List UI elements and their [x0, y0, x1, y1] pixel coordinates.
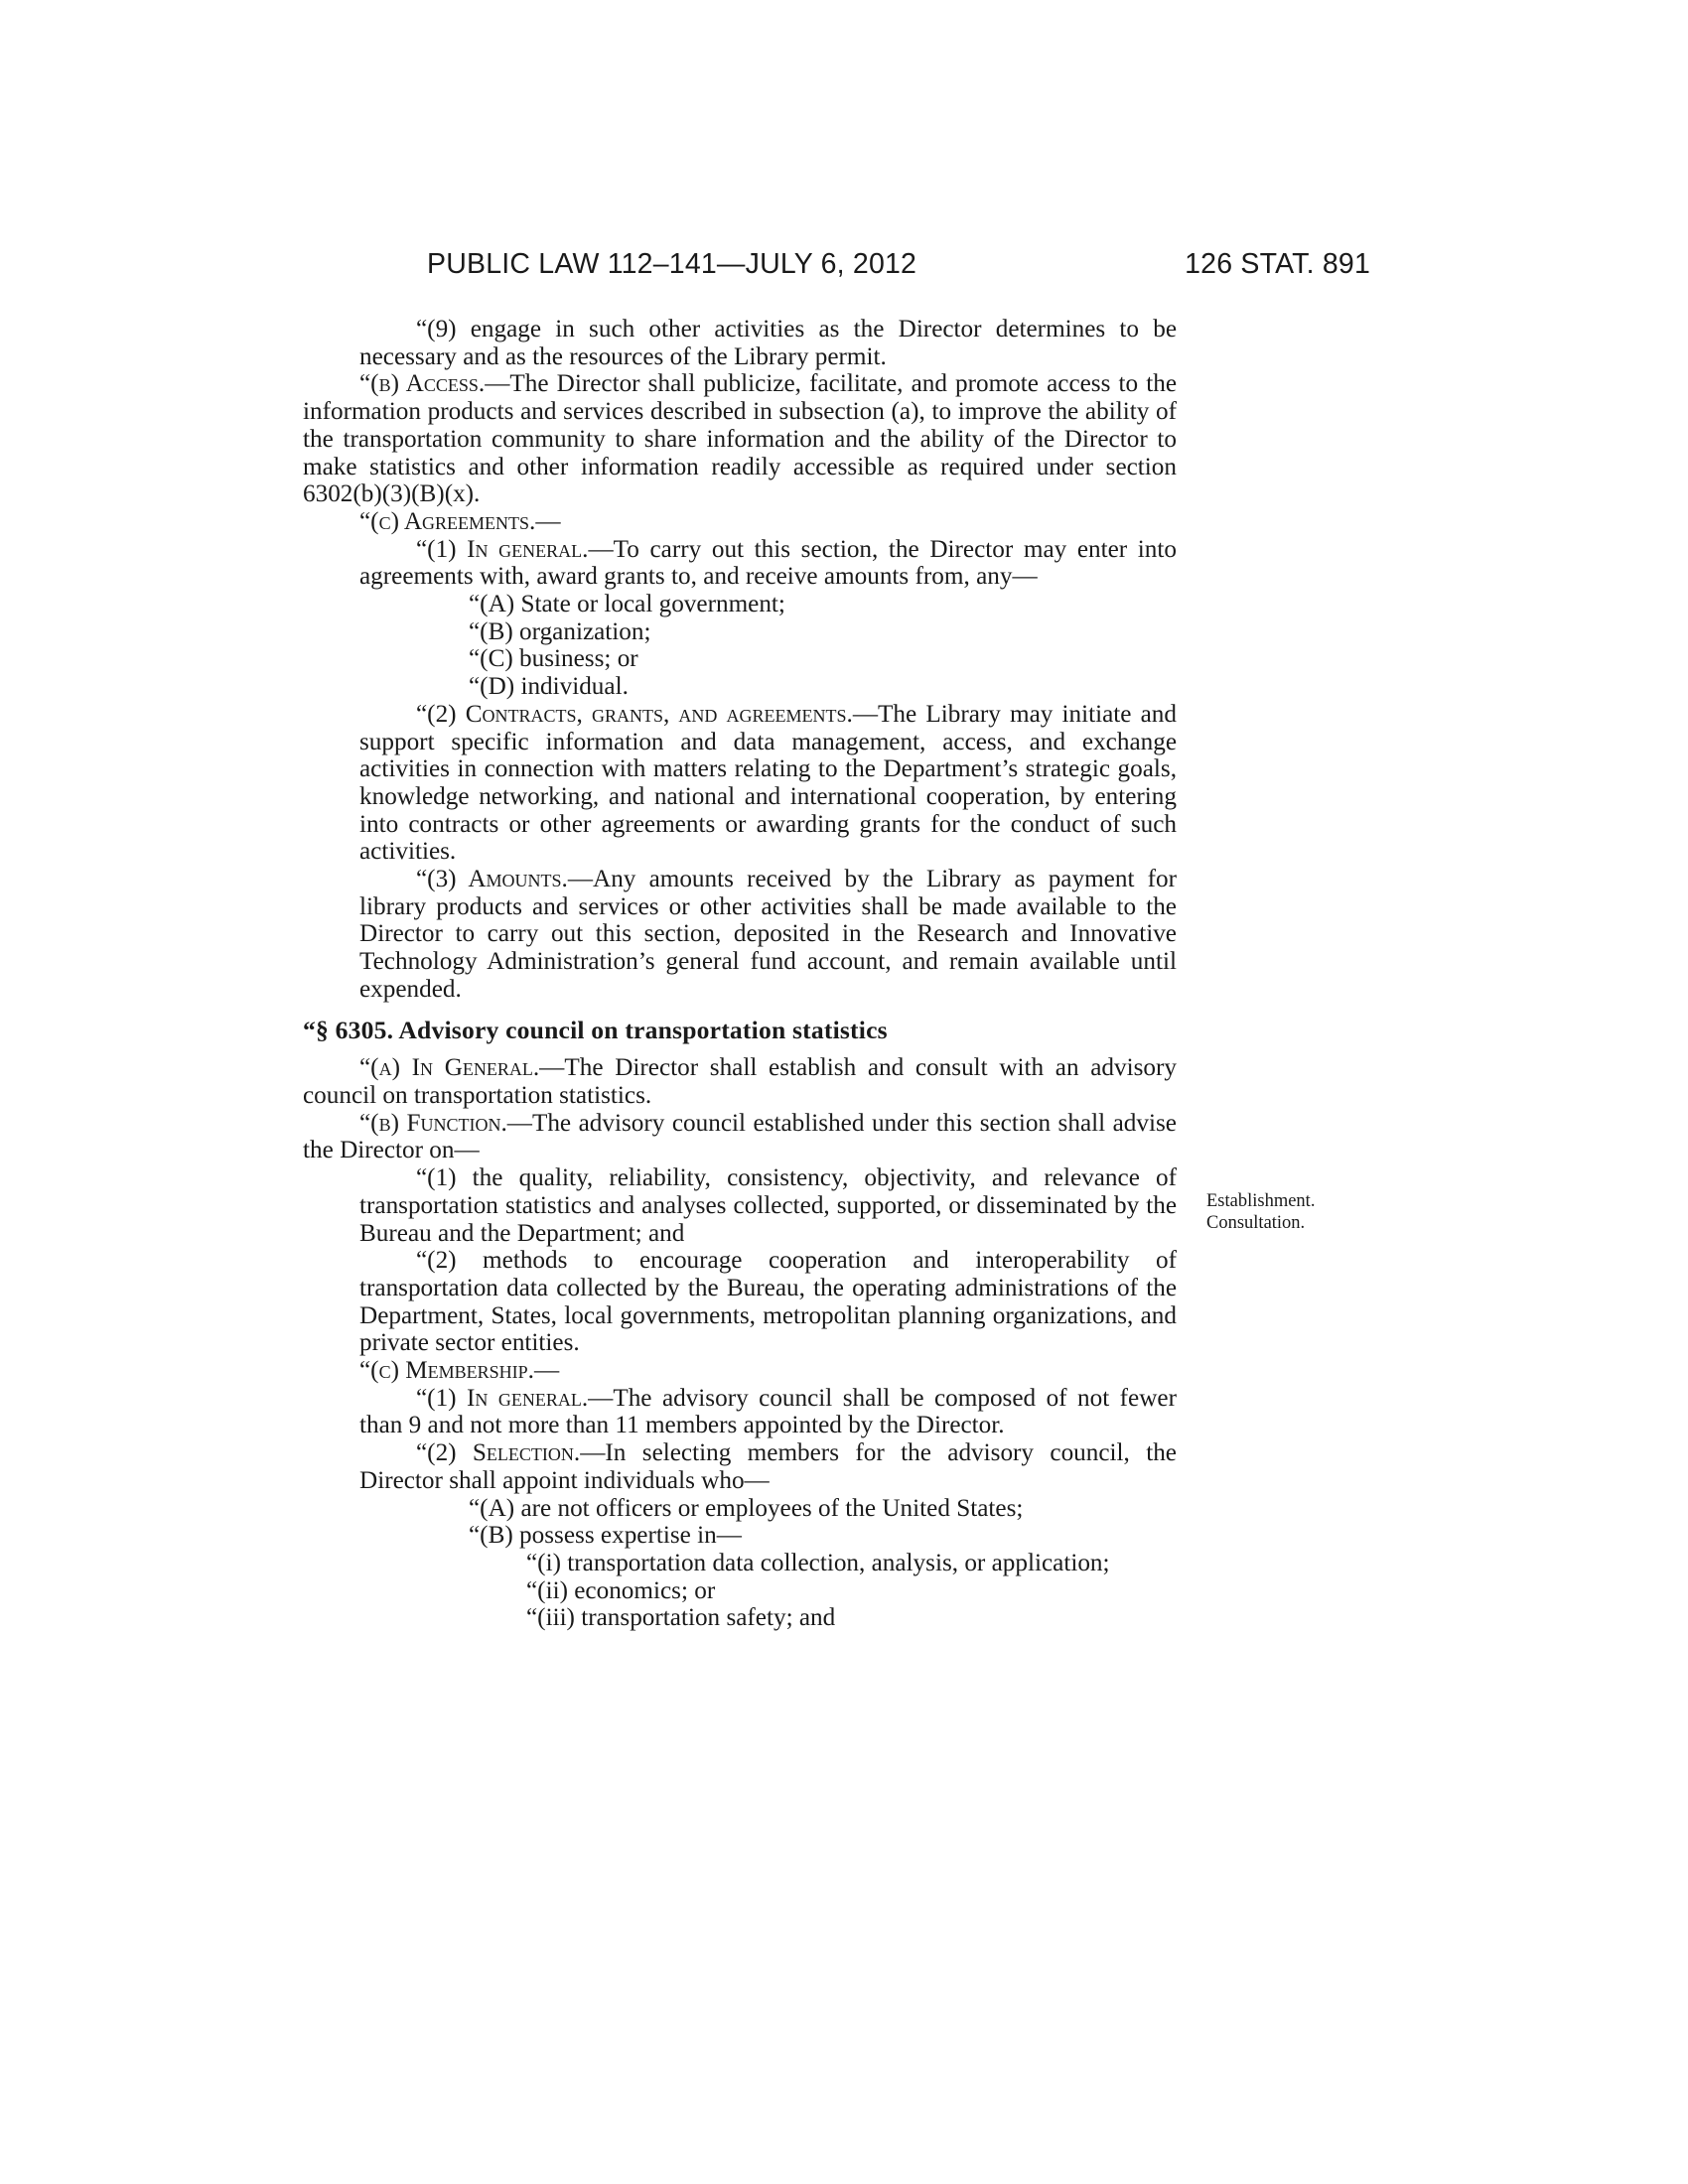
margin-note: Consultation.: [1206, 1213, 1306, 1233]
paragraph-c2: [359, 701, 1177, 866]
running-title: PUBLIC LAW 112–141—JULY 6, 2012: [427, 248, 917, 280]
subsection-c-membership: “(c) Membership.—: [359, 1357, 560, 1385]
subsection-body: —The Director shall publicize, facilitate, and promote access to the information products and services described in subsection (a), to improve the ability of the transportation community to share information and the ability of the Director to make statistics and other information readily accessible as required under section 6302(b)(3)(B)(x).: [303, 370, 1177, 508]
list-item: “(A) State or local government;: [469, 591, 785, 618]
margin-notes: [1206, 1190, 1315, 1234]
statute-text: [303, 316, 1177, 1632]
list-item: “(C) business; or: [469, 645, 638, 673]
paragraph-body: —In selecting members for the advisory council, the Director shall appoint individuals who—: [359, 1439, 1177, 1494]
list-item: “(i) transportation data collection, analysis, or application;: [526, 1549, 1110, 1576]
subsection-a-general: [303, 1054, 1177, 1109]
list-item: “(iii) transportation safety; and: [526, 1604, 836, 1632]
subsection-heading: “(a) In General.: [359, 1054, 540, 1082]
subsection-c-heading: “(c) Agreements.—: [359, 507, 561, 535]
subsection-body: —The advisory council established under this section shall advise the Director on—: [303, 1109, 1177, 1164]
paragraph-b2: “(2) methods to encourage cooperation and interoperability of transportation data collected by the Bureau, the operating administrations of the Department, States, local governments, metropolitan planning organizations, and private sector entities.: [359, 1247, 1177, 1357]
page-header: [427, 248, 1370, 294]
subsection-heading: “(b) Function.: [359, 1109, 507, 1137]
paragraph-heading: “(2) Contracts, grants, and agreements.: [416, 700, 853, 728]
page-number: 126 STAT. 891: [1185, 248, 1370, 280]
paragraph-body: —Any amounts received by the Library as payment for library products and services or other activities shall be made available to the Director to carry out this section, deposited in the Research and Innovative Technology Administration’s general fund account, and remain available until expended.: [359, 866, 1177, 1003]
paragraph-heading: “(3) Amounts.: [416, 866, 568, 893]
paragraph-body: —To carry out this section, the Director may enter into agreements with, award grants to, and receive amounts from, any—: [359, 535, 1177, 591]
paragraph-body: —The advisory council shall be composed of not fewer than 9 and not more than 11 members appointed by the Director.: [359, 1384, 1177, 1439]
paragraph-body: —The Library may initiate and support specific information and data management, access, and exchange activities in connection with matters relating to the Department’s strategic goals, knowledge networking, and national and international cooperation, by entering into contracts or other agreements or awarding grants for the conduct of such activities.: [359, 700, 1177, 866]
paragraph-membership-1: [359, 1385, 1177, 1439]
paragraph-heading: “(1) In general.: [416, 535, 589, 563]
paragraph-9: “(9) engage in such other activities as the Director determines to be necessary and as the resources of the Library permit.: [359, 316, 1177, 370]
subsection-b-function: [303, 1110, 1177, 1164]
section-heading: “§ 6305. Advisory council on transportation statistics: [303, 1015, 888, 1044]
paragraph-c1: [359, 536, 1177, 591]
subsection-heading: “(b) Access.: [359, 370, 486, 398]
margin-note: Establishment.: [1206, 1191, 1316, 1211]
paragraph-heading: “(2) Selection.: [416, 1439, 581, 1467]
paragraph-c3: [359, 866, 1177, 1004]
subsection-body: —The Director shall establish and consult with an advisory council on transportation statistics.: [303, 1054, 1177, 1109]
list-item: “(A) are not officers or employees of the United States;: [469, 1494, 1024, 1522]
paragraph-membership-2: [359, 1439, 1177, 1494]
list-item: “(ii) economics; or: [526, 1576, 716, 1604]
paragraph-b1: “(1) the quality, reliability, consistency, objectivity, and relevance of transportation statistics and analyses collected, supported, or disseminated by the Bureau and the Department; and: [359, 1164, 1177, 1247]
paragraph-heading: “(1) In general.: [416, 1384, 589, 1412]
list-item: “(B) possess expertise in—: [469, 1522, 742, 1550]
list-item: “(B) organization;: [469, 617, 651, 645]
subsection-b-access: [303, 370, 1177, 508]
list-item: “(D) individual.: [469, 673, 629, 701]
